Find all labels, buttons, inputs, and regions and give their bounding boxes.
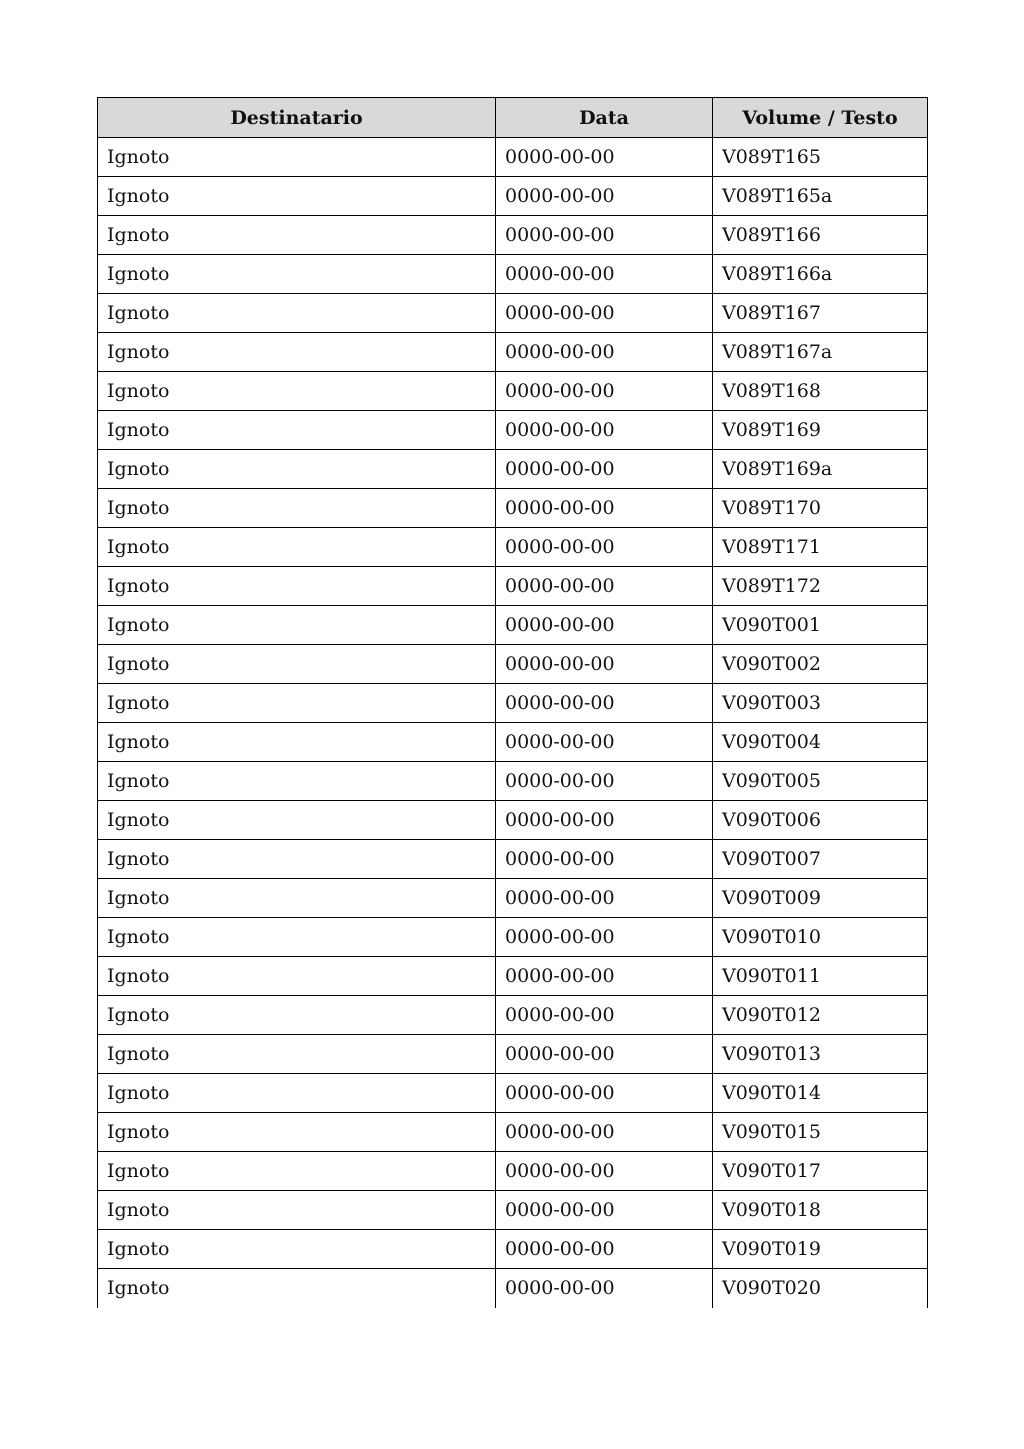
cell-volume-testo: V090T014 (713, 1074, 928, 1113)
table-row (98, 606, 928, 645)
table-row (98, 1074, 928, 1113)
table-row (98, 957, 928, 996)
table-row (98, 879, 928, 918)
table-row (98, 1113, 928, 1152)
cell-data: 0000-00-00 (496, 372, 713, 411)
cell-volume-testo: V089T169 (713, 411, 928, 450)
cell-data: 0000-00-00 (496, 1191, 713, 1230)
cell-destinatario: Ignoto (98, 1230, 496, 1269)
cell-data: 0000-00-00 (496, 684, 713, 723)
header-row (98, 98, 928, 138)
table-row (98, 255, 928, 294)
cell-volume-testo: V090T006 (713, 801, 928, 840)
cell-data: 0000-00-00 (496, 801, 713, 840)
cell-data: 0000-00-00 (496, 1152, 713, 1191)
table-row (98, 840, 928, 879)
cell-destinatario: Ignoto (98, 684, 496, 723)
cell-data: 0000-00-00 (496, 255, 713, 294)
cell-data: 0000-00-00 (496, 957, 713, 996)
cell-data: 0000-00-00 (496, 918, 713, 957)
cell-data: 0000-00-00 (496, 996, 713, 1035)
table-row (98, 489, 928, 528)
cell-data: 0000-00-00 (496, 645, 713, 684)
cell-destinatario: Ignoto (98, 606, 496, 645)
cell-volume-testo: V090T017 (713, 1152, 928, 1191)
cell-volume-testo: V089T165 (713, 138, 928, 177)
cell-volume-testo: V089T172 (713, 567, 928, 606)
cell-destinatario: Ignoto (98, 1191, 496, 1230)
table-row (98, 372, 928, 411)
cell-volume-testo: V090T019 (713, 1230, 928, 1269)
cell-volume-testo: V090T009 (713, 879, 928, 918)
letters-table (97, 97, 928, 1308)
table-row (98, 528, 928, 567)
cell-volume-testo: V090T003 (713, 684, 928, 723)
cell-destinatario: Ignoto (98, 372, 496, 411)
cell-data: 0000-00-00 (496, 450, 713, 489)
table-row (98, 450, 928, 489)
cell-data: 0000-00-00 (496, 333, 713, 372)
table-row (98, 723, 928, 762)
cell-volume-testo: V089T166a (713, 255, 928, 294)
cell-volume-testo: V090T015 (713, 1113, 928, 1152)
cell-data: 0000-00-00 (496, 762, 713, 801)
cell-data: 0000-00-00 (496, 723, 713, 762)
table-row (98, 138, 928, 177)
cell-data: 0000-00-00 (496, 567, 713, 606)
table-row (98, 411, 928, 450)
cell-destinatario: Ignoto (98, 1152, 496, 1191)
cell-data: 0000-00-00 (496, 879, 713, 918)
table-header (98, 98, 928, 138)
cell-data: 0000-00-00 (496, 528, 713, 567)
cell-destinatario: Ignoto (98, 1074, 496, 1113)
cell-volume-testo: V089T167 (713, 294, 928, 333)
cell-destinatario: Ignoto (98, 528, 496, 567)
cell-data: 0000-00-00 (496, 840, 713, 879)
table-row (98, 1269, 928, 1308)
table-row (98, 1230, 928, 1269)
cell-destinatario: Ignoto (98, 411, 496, 450)
cell-volume-testo: V090T011 (713, 957, 928, 996)
cell-data: 0000-00-00 (496, 489, 713, 528)
cell-volume-testo: V089T166 (713, 216, 928, 255)
cell-data: 0000-00-00 (496, 1230, 713, 1269)
table-row (98, 294, 928, 333)
cell-data: 0000-00-00 (496, 1035, 713, 1074)
cell-data: 0000-00-00 (496, 411, 713, 450)
table-row (98, 216, 928, 255)
table-row (98, 177, 928, 216)
cell-data: 0000-00-00 (496, 138, 713, 177)
cell-volume-testo: V090T012 (713, 996, 928, 1035)
header-volume-testo: Volume / Testo (713, 98, 928, 138)
cell-volume-testo: V090T001 (713, 606, 928, 645)
cell-volume-testo: V090T020 (713, 1269, 928, 1308)
header-destinatario: Destinatario (98, 98, 496, 138)
table-row (98, 1191, 928, 1230)
cell-data: 0000-00-00 (496, 177, 713, 216)
cell-data: 0000-00-00 (496, 294, 713, 333)
cell-destinatario: Ignoto (98, 138, 496, 177)
cell-volume-testo: V090T007 (713, 840, 928, 879)
cell-destinatario: Ignoto (98, 801, 496, 840)
table-row (98, 996, 928, 1035)
cell-destinatario: Ignoto (98, 294, 496, 333)
cell-volume-testo: V090T002 (713, 645, 928, 684)
cell-destinatario: Ignoto (98, 879, 496, 918)
table-row (98, 645, 928, 684)
cell-data: 0000-00-00 (496, 1113, 713, 1152)
cell-destinatario: Ignoto (98, 957, 496, 996)
cell-volume-testo: V089T170 (713, 489, 928, 528)
cell-volume-testo: V090T010 (713, 918, 928, 957)
cell-destinatario: Ignoto (98, 333, 496, 372)
table-row (98, 918, 928, 957)
cell-volume-testo: V089T169a (713, 450, 928, 489)
cell-destinatario: Ignoto (98, 645, 496, 684)
cell-destinatario: Ignoto (98, 177, 496, 216)
cell-volume-testo: V089T167a (713, 333, 928, 372)
table-row (98, 567, 928, 606)
table-body (98, 138, 928, 1308)
cell-volume-testo: V089T165a (713, 177, 928, 216)
table-row (98, 1152, 928, 1191)
table-row (98, 333, 928, 372)
letters-table-container (97, 97, 927, 1308)
cell-destinatario: Ignoto (98, 1035, 496, 1074)
cell-volume-testo: V090T004 (713, 723, 928, 762)
cell-destinatario: Ignoto (98, 255, 496, 294)
table-row (98, 1035, 928, 1074)
cell-destinatario: Ignoto (98, 762, 496, 801)
cell-volume-testo: V090T018 (713, 1191, 928, 1230)
cell-volume-testo: V089T168 (713, 372, 928, 411)
cell-data: 0000-00-00 (496, 606, 713, 645)
cell-destinatario: Ignoto (98, 489, 496, 528)
cell-data: 0000-00-00 (496, 1269, 713, 1308)
cell-volume-testo: V090T013 (713, 1035, 928, 1074)
cell-destinatario: Ignoto (98, 450, 496, 489)
cell-volume-testo: V090T005 (713, 762, 928, 801)
cell-data: 0000-00-00 (496, 216, 713, 255)
cell-data: 0000-00-00 (496, 1074, 713, 1113)
cell-destinatario: Ignoto (98, 723, 496, 762)
cell-destinatario: Ignoto (98, 1269, 496, 1308)
cell-destinatario: Ignoto (98, 1113, 496, 1152)
cell-destinatario: Ignoto (98, 996, 496, 1035)
cell-destinatario: Ignoto (98, 840, 496, 879)
table-row (98, 762, 928, 801)
cell-destinatario: Ignoto (98, 918, 496, 957)
table-row (98, 684, 928, 723)
header-data: Data (496, 98, 713, 138)
cell-destinatario: Ignoto (98, 567, 496, 606)
cell-destinatario: Ignoto (98, 216, 496, 255)
table-row (98, 801, 928, 840)
cell-volume-testo: V089T171 (713, 528, 928, 567)
